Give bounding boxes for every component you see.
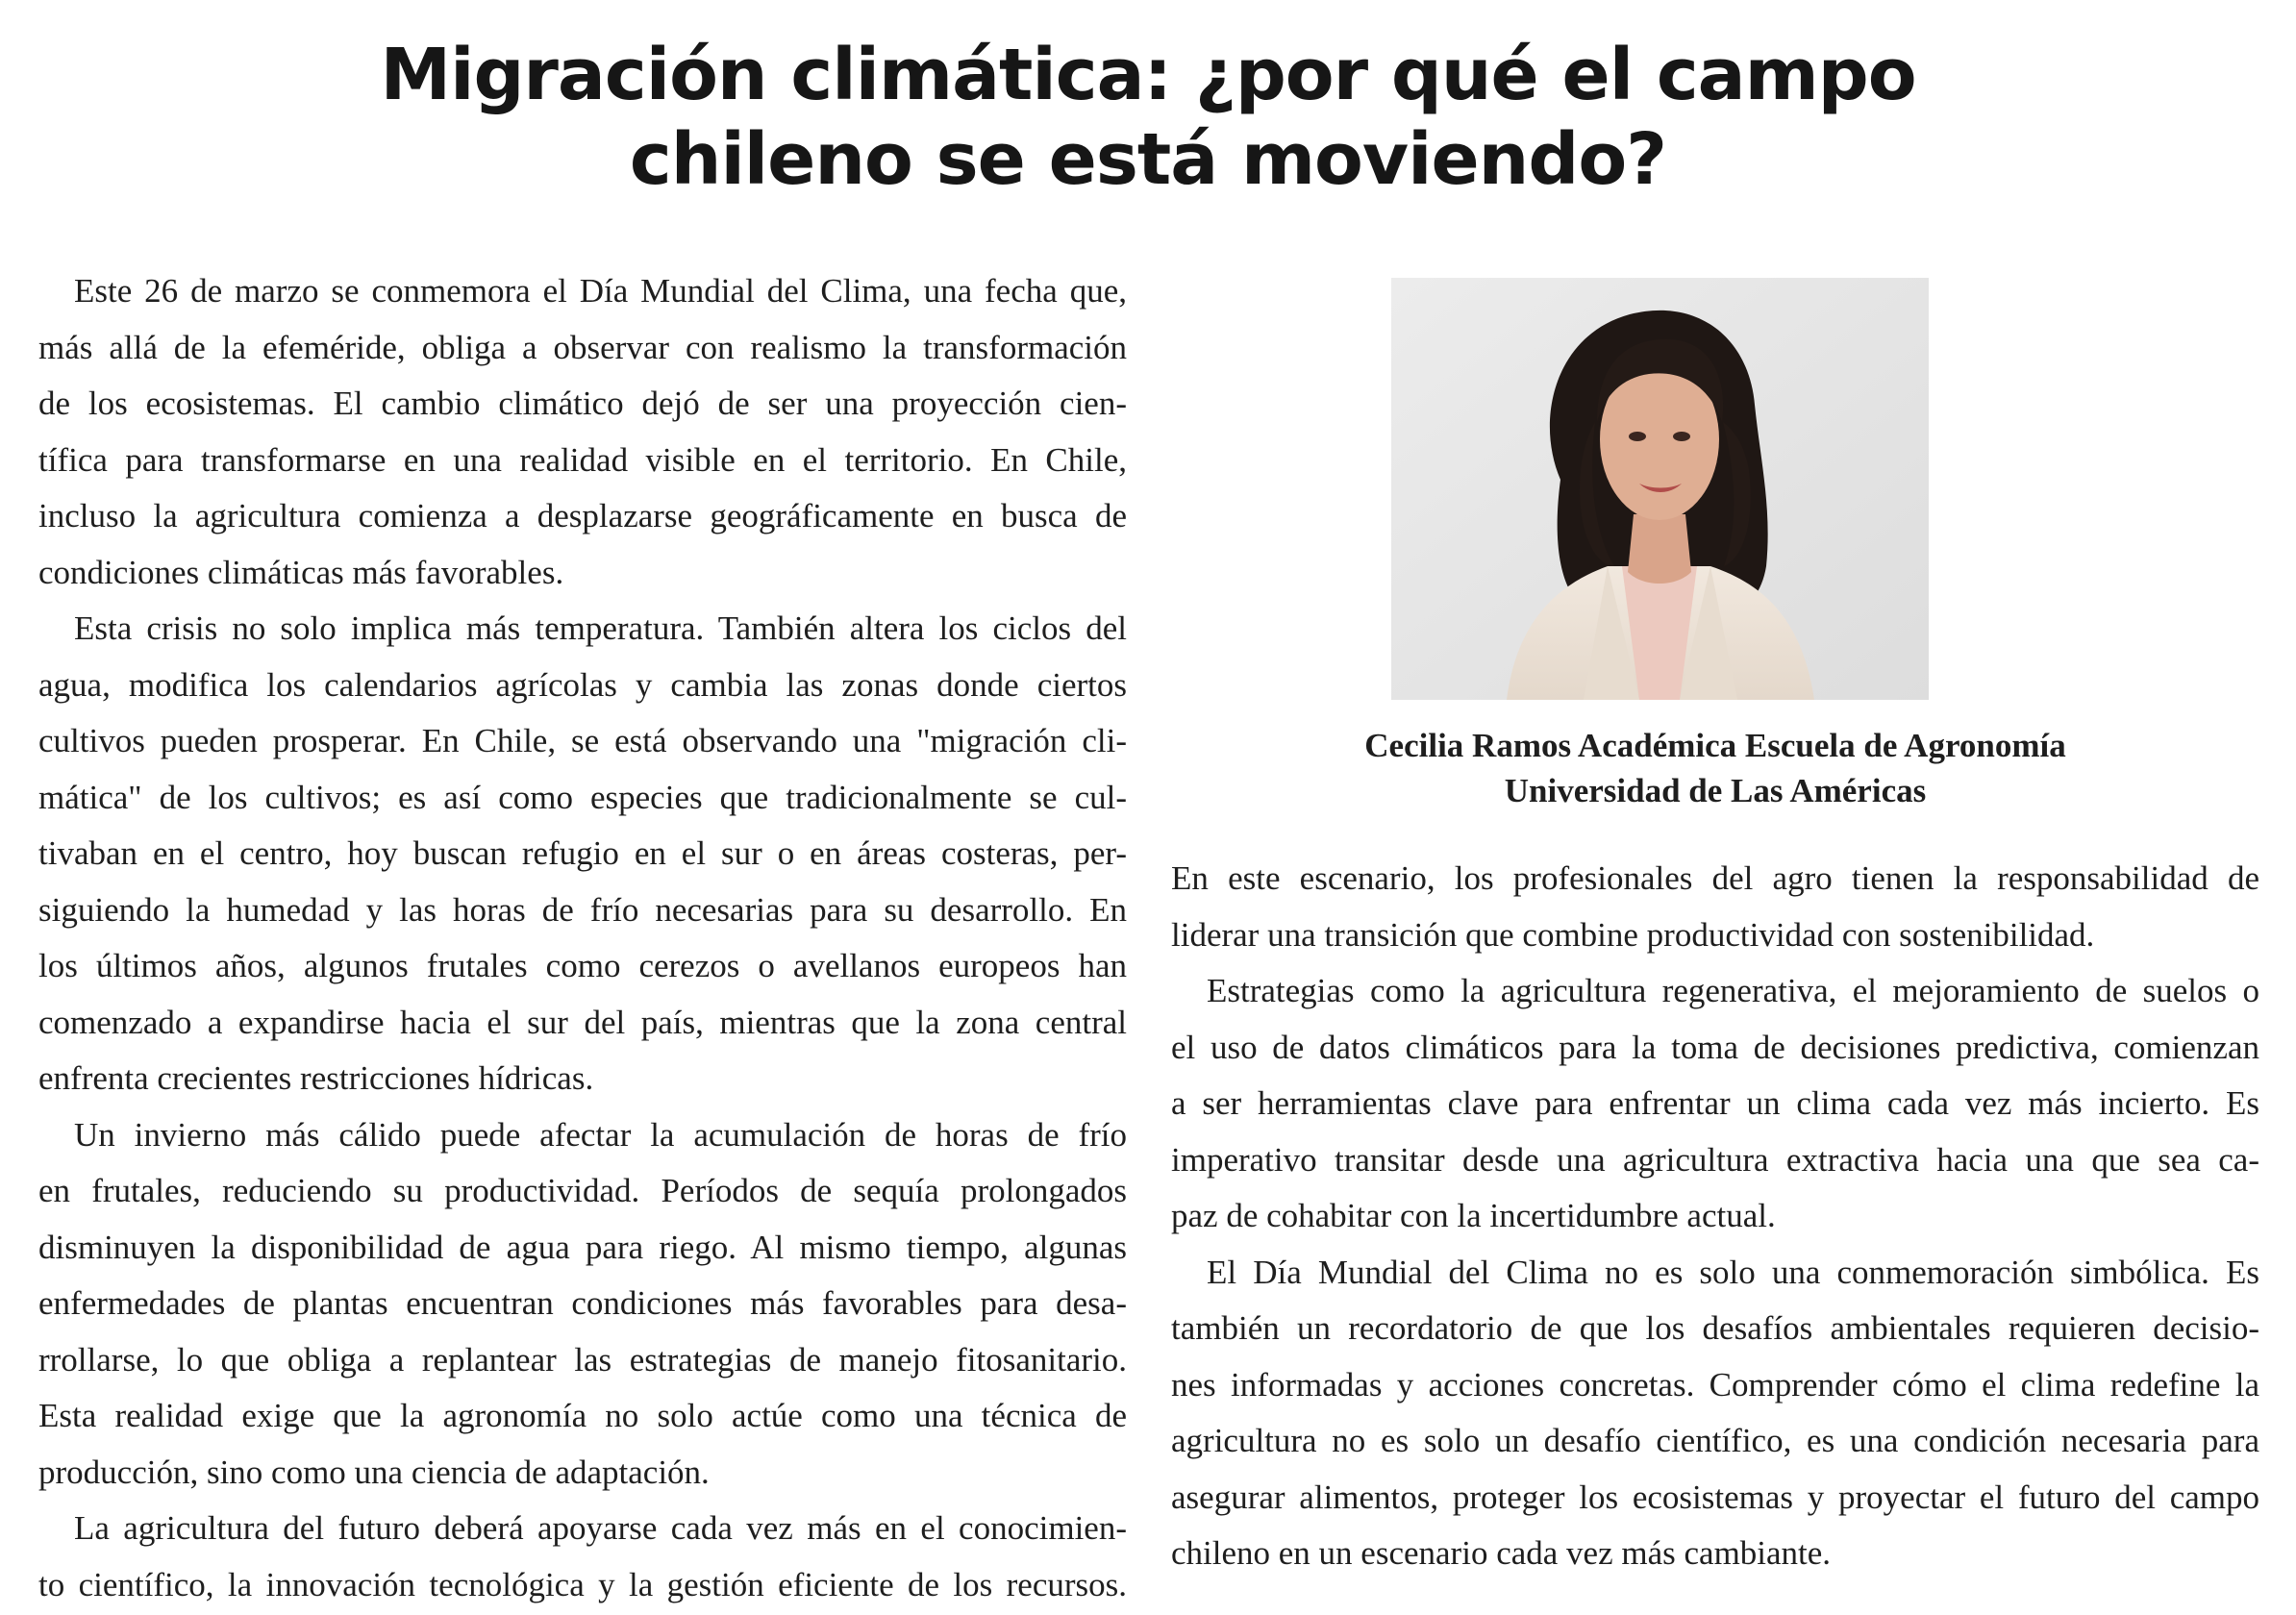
headline-line-2: chileno se está moviendo?	[629, 118, 1667, 201]
body-line: en frutales, reduciendo su productividad. Períodos de sequía prolongados	[38, 1172, 1127, 1209]
body-line: enfrenta crecientes restricciones hídricas.	[38, 1059, 594, 1097]
body-line: La agricultura del futuro deberá apoyarse cada vez más en el conocimien-	[74, 1509, 1127, 1547]
body-line: Un invierno más cálido puede afectar la acumulación de horas de frío	[74, 1115, 1127, 1154]
article-headline	[0, 33, 2296, 202]
body-line: rrollarse, lo que obliga a replantear las estrategias de manejo fitosanitario.	[38, 1340, 1127, 1379]
body-line: de los ecosistemas. El cambio climático dejó de ser una proyección cien-	[38, 385, 1127, 422]
body-line: disminuyen la disponibilidad de agua para riego. Al mismo tiempo, algunas	[38, 1228, 1127, 1266]
body-line: el uso de datos climáticos para la toma de decisiones predictiva, comienzan	[1171, 1028, 2259, 1066]
body-line: liderar una transición que combine productividad con sostenibilidad.	[1171, 915, 2095, 954]
body-line: to científico, la innovación tecnológica y la gestión eficiente de los recursos.	[38, 1565, 1127, 1603]
article-left-column	[38, 263, 1127, 1613]
body-line: Esta crisis no solo implica más temperatura. También altera los ciclos del	[74, 609, 1127, 647]
body-line: agua, modifica los calendarios agrícolas y cambia las zonas donde ciertos	[38, 665, 1127, 704]
body-line: los últimos años, algunos frutales como cerezos o avellanos europeos han	[38, 947, 1127, 984]
body-line: El Día Mundial del Clima no es solo una conmemoración simbólica. Es	[1207, 1253, 2259, 1291]
body-line: Esta realidad exige que la agronomía no solo actúe como una técnica de	[38, 1397, 1127, 1434]
body-line: Estrategias como la agricultura regenerativa, el mejoramiento de suelos o	[1207, 972, 2259, 1009]
body-line: nes informadas y acciones concretas. Comprender cómo el clima redefine la	[1171, 1365, 2259, 1404]
body-line: más allá de la efeméride, obliga a observar con realismo la transformación	[38, 328, 1127, 366]
article-right-column	[1171, 851, 2259, 1582]
body-line: tivaban en el centro, hoy buscan refugio en el sur o en áreas costeras, per-	[38, 834, 1127, 872]
headline-line-1: Migración climática: ¿por qué el campo	[380, 34, 1916, 116]
body-line: chileno en un escenario cada vez más cambiante.	[1171, 1534, 1832, 1572]
body-line: también un recordatorio de que los desafíos ambientales requieren decisio-	[1171, 1309, 2259, 1347]
body-line: a ser herramientas clave para enfrentar un clima cada vez más incierto. Es	[1171, 1084, 2259, 1122]
photo-caption	[1171, 723, 2259, 813]
body-line: condiciones climáticas más favorables.	[38, 553, 564, 591]
portrait-illustration	[1391, 278, 1929, 700]
body-line: siguiendo la humedad y las horas de frío necesarias para su desarrollo. En	[38, 890, 1127, 929]
author-portrait-photo	[1391, 278, 1929, 700]
body-line: comenzado a expandirse hacia el sur del país, mientras que la zona central	[38, 1003, 1127, 1041]
caption-institution: Universidad de Las Américas	[1504, 772, 1927, 809]
body-line: imperativo transitar desde una agricultura extractiva hacia una que sea ca-	[1171, 1140, 2259, 1179]
body-line: Este 26 de marzo se conmemora el Día Mundial del Clima, una fecha que,	[74, 272, 1127, 310]
body-line: producción, sino como una ciencia de adaptación.	[38, 1453, 710, 1491]
body-line: asegurar alimentos, proteger los ecosistemas y proyectar el futuro del campo	[1171, 1478, 2259, 1516]
caption-name-title: Cecilia Ramos Académica Escuela de Agronomía	[1364, 727, 2066, 764]
body-line: enfermedades de plantas encuentran condiciones más favorables para desa-	[38, 1284, 1127, 1322]
body-line: mática" de los cultivos; es así como especies que tradicionalmente se cul-	[38, 778, 1127, 816]
body-line: incluso la agricultura comienza a desplazarse geográficamente en busca de	[38, 497, 1127, 534]
body-line: tífica para transformarse en una realidad visible en el territorio. En Chile,	[38, 440, 1127, 479]
body-line: cultivos pueden prosperar. En Chile, se está observando una "migración cli-	[38, 722, 1127, 759]
body-line: agricultura no es solo un desafío científico, es una condición necesaria para	[1171, 1422, 2259, 1459]
body-line: paz de cohabitar con la incertidumbre actual.	[1171, 1197, 1776, 1234]
body-line: En este escenario, los profesionales del agro tienen la responsabilidad de	[1171, 859, 2259, 897]
